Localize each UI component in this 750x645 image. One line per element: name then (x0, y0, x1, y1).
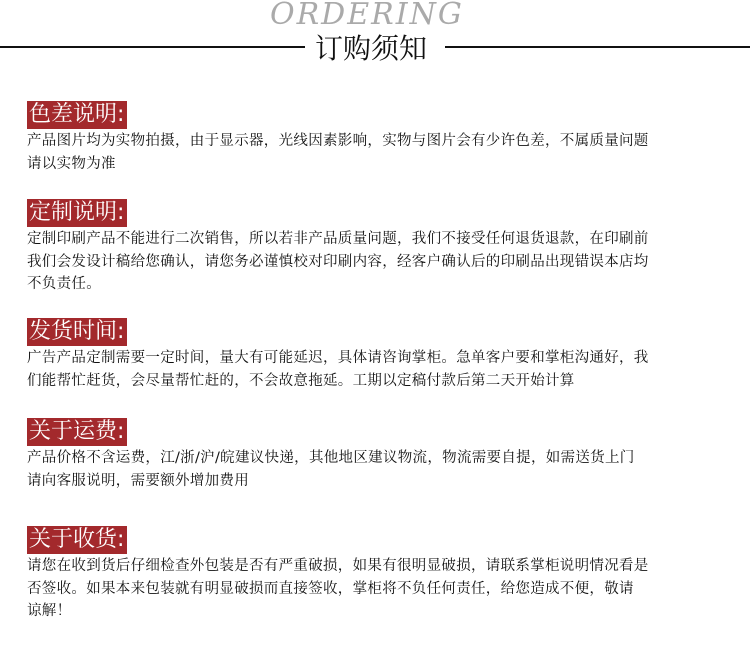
text-line: 定制印刷产品不能进行二次销售，所以若非产品质量问题，我们不接受任何退货退款，在印刷前 (27, 231, 649, 247)
text-line: 产品价格不含运费，江/浙/沪/皖建议快递，其他地区建议物流，物流需要自提，如需送货上门 (27, 450, 635, 466)
text-line: 请以实物为准 (27, 155, 116, 172)
text-line: 产品图片均为实物拍摄，由于显示器，光线因素影响，实物与图片会有少许色差，不属质量问题 (27, 133, 649, 149)
section-customization (27, 199, 727, 296)
divider-left (0, 46, 305, 48)
section-heading: 关于运费: (27, 418, 127, 446)
text-line: 们能帮忙赶货，会尽量帮忙赶的，不会故意拖延。工期以定稿付款后第二天开始计算 (27, 372, 575, 389)
text-line: 请您在收到货后仔细检查外包装是否有严重破损，如果有很明显破损，请联系掌柜说明情况看是 (27, 558, 649, 574)
text-line: 不负责任。 (27, 276, 101, 292)
text-line: 谅解！ (27, 603, 72, 619)
text-line: 我们会发设计稿给您确认，请您务必谨慎校对印刷内容，经客户确认后的印刷品出现错误本店均 (27, 253, 649, 270)
section-shipping-fee (27, 418, 727, 492)
divider-right (445, 46, 750, 48)
text-line: 否签收。如果本来包装就有明显破损而直接签收，掌柜将不负任何责任，给您造成不便，敬请 (27, 580, 634, 597)
section-shipping-time (27, 318, 727, 392)
section-body (27, 347, 727, 392)
section-color-difference (27, 101, 727, 175)
section-receiving (27, 526, 727, 623)
page-title: 订购须知 (315, 32, 428, 65)
text-line: 请向客服说明，需要额外增加费用 (27, 472, 249, 489)
section-heading: 关于收货: (27, 526, 127, 554)
section-heading: 色差说明: (27, 101, 127, 129)
text-line: 广告产品定制需要一定时间，量大有可能延迟，具体请咨询掌柜。急单客户要和掌柜沟通好，我 (27, 350, 649, 366)
watermark-text: ORDERING (270, 0, 464, 32)
section-body (27, 447, 727, 492)
page-header (0, 0, 750, 70)
section-body (27, 130, 727, 175)
section-heading: 发货时间: (27, 318, 127, 346)
section-body (27, 555, 727, 623)
section-body (27, 228, 727, 296)
section-heading: 定制说明: (27, 199, 127, 227)
